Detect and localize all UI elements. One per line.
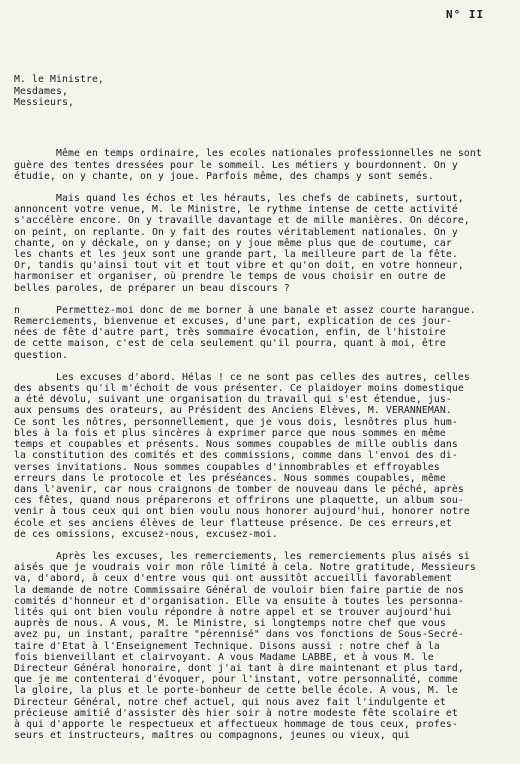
text-line: annoncent votre venue, M. le Ministre, le rythme intense de cette activité xyxy=(14,204,458,216)
text-line: venir à tous ceux qui ont bien voulu nous honorer aujourd'hui, honorer notre xyxy=(14,506,470,518)
text-line: les chants et les jeux sont une grande part, la meilleure part de la fête. xyxy=(14,249,458,261)
paragraph xyxy=(14,305,519,361)
text-line: s'accélère encore. On y travaille davantage et de mille manières. On décore, xyxy=(14,215,470,227)
text-line: va, d'abord, à ceux d'entre vous qui ont aussitôt accueilli favorablement xyxy=(14,573,452,585)
text-line: n Permettez-moi donc de me borner à une banale et assez courte harangue. xyxy=(14,304,476,316)
text-line: lités qui ont bien voulu répondre à notre appel et se trouver aujourd'hui xyxy=(14,606,452,618)
salutation-line: Messieurs, xyxy=(14,96,74,108)
salutation xyxy=(14,74,519,108)
text-line: temps et coupables et présents. Nous sommes coupables de mille oublis dans xyxy=(14,439,458,451)
letter-body xyxy=(14,52,519,764)
text-line: des absents qu'il m'échoit de vous présenter. Ce plaidoyer moins domestique xyxy=(14,383,464,395)
salutation-line: Mesdames, xyxy=(14,85,68,97)
text-line: Ce sont les nôtres, personnellement, que je vous dois, lesnôtres plus hum- xyxy=(14,416,458,428)
text-line: la gloire, la plus et le porte-bonheur de cette belle école. A vous, M. le xyxy=(14,685,458,697)
text-line: étudie, on y chante, on y joue. Parfois même, des champs y sont semés. xyxy=(14,170,434,182)
text-line: erreurs dans le protocole et les préséances. Nous sommes coupables, même xyxy=(14,472,446,484)
text-line: dans l'avenir, car nous craignons de tomber de nouveau dans le péché, après xyxy=(14,483,464,495)
text-line: guère des tentes dressées pour le sommeil. Les métiers y bourdonnent. On y xyxy=(14,159,458,171)
text-line: auprès de nous. A vous, M. le Ministre, si longtemps notre chef que vous xyxy=(14,618,446,630)
text-line: seurs et instructeurs, maîtres ou compagnons, jeunes ou vieux, qui xyxy=(14,730,410,742)
page-number: N° II xyxy=(446,8,485,21)
salutation-line: M. le Ministre, xyxy=(14,74,104,86)
paragraph xyxy=(14,551,519,741)
text-line: chante, on y déckale, on y danse; on y joue même plus que de coutume, car xyxy=(14,237,452,249)
text-line: Même en temps ordinaire, les ecoles nationales professionnelles ne sont xyxy=(14,148,482,160)
text-line: Directeur Général, notre chef actuel, qui nous avez fait l'indulgente et xyxy=(14,696,446,708)
text-line: de ces omissions, excusez-nous, excusez-moi. xyxy=(14,528,278,540)
text-line: belles paroles, de préparer un beau discours ? xyxy=(14,282,290,294)
paragraphs xyxy=(14,148,519,741)
text-line: question. xyxy=(14,349,68,361)
text-line: nées de fête d'autre part, très sommaire évocation, enfin, de l'histoire xyxy=(14,327,446,339)
text-line: précieuse amitié d'assister dès hier soir à notre modeste fête scolaire et xyxy=(14,707,458,719)
text-line: taire d'Etat à l'Enseignement Technique. Disons aussi : notre chef à la xyxy=(14,640,440,652)
text-line: verses invitations. Nous sommes coupables d'innombrables et effroyables xyxy=(14,461,440,473)
text-line: harmoniser et organiser, où prendre le temps de vous choisir en outre de xyxy=(14,271,446,283)
text-line: a été dévolu, suivant une organisation du travail qui s'est étendue, jus- xyxy=(14,394,452,406)
text-line: comités d'honneur et d'organisation. Elle va ensuite à toutes les personna- xyxy=(14,595,464,607)
text-line: que je me contenterai d'évoquer, pour l'instant, votre personnalité, comme xyxy=(14,674,458,686)
text-line: Or, tandis qu'ainsi tout vit et tout vibre et qu'on doit, en votre honneur, xyxy=(14,260,464,272)
text-line: la demande de notre Commissaire Général de vouloir bien faire partie de nos xyxy=(14,584,464,596)
text-line: Les excuses d'abord. Hélas ! ce ne sont pas celles des autres, celles xyxy=(14,371,470,383)
text-line: Mais quand les échos et les hérauts, les chefs de cabinets, surtout, xyxy=(14,193,464,205)
paragraph xyxy=(14,148,519,182)
text-line: avez pu, un instant, paraître "pérennisé" dans vos fonctions de Sous-Secré- xyxy=(14,629,464,641)
text-line: école et ses anciens élèves de leur flatteuse présence. De ces erreurs,et xyxy=(14,517,452,529)
paragraph xyxy=(14,372,519,540)
text-line: on peint, on replante. On y fait des routes véritablement nationales. On y xyxy=(14,226,458,238)
text-line: la constitution des comités et des commissions, comme dans l'envoi des di- xyxy=(14,450,458,462)
text-line: Directeur Général honoraire, dont j'ai tant à dire maintenant et plus tard, xyxy=(14,662,464,674)
text-line: Après les excuses, les remerciements, les remerciements plus aisés si xyxy=(14,550,470,562)
paragraph xyxy=(14,193,519,294)
text-line: fois bienveillant et clairvoyant. A vous Madame LABBE, et à vous M. le xyxy=(14,651,434,663)
text-line: aisés que je voudrais voir mon rôle limité à cela. Notre gratitude, Messieurs xyxy=(14,562,476,574)
text-line: ces fêtes, quand nous préparerons et offrirons une plaquette, un album sou- xyxy=(14,495,464,507)
text-line: Remerciements, bienvenue et excuses, d'une part, explication de ces jour- xyxy=(14,316,452,328)
text-line: à qui d'apporte le respectueux et affectueux hommage de tous ceux, profes- xyxy=(14,718,458,730)
text-line: aux pensums des orateurs, au Président des Anciens Elèves, M. VERANNEMAN. xyxy=(14,405,452,417)
text-line: bles à la fois et plus sincères à exprimer parce que nous sommes en même xyxy=(14,427,446,439)
text-line: de cette maison, c'est de cela seulement qu'il pourra, quant à moi, être xyxy=(14,338,446,350)
